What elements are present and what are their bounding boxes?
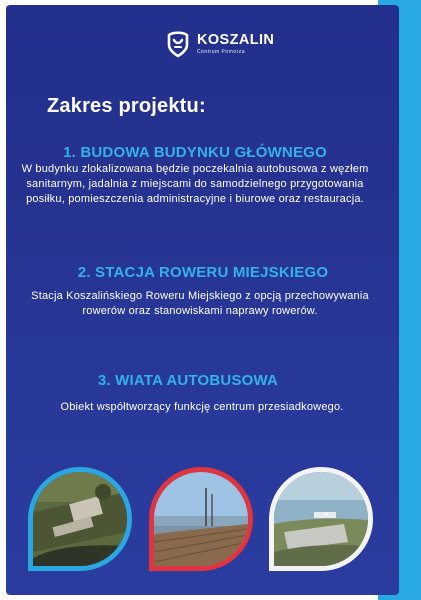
- wooden-pier-photo: [149, 467, 253, 571]
- section-3-body: Obiekt współtworzący funkcję centrum przesiadkowego.: [60, 401, 344, 413]
- aerial-view-photo: [28, 467, 132, 571]
- logo-text: [197, 33, 274, 55]
- koszalin-crest-icon: [166, 31, 190, 58]
- section-2-body: Stacja Koszalińskiego Roweru Miejskiego z opcją przechowywania rowerów oraz stanowiskami naprawy rowerów.: [31, 290, 369, 317]
- section-3-title: 3. WIATA AUTOBUSOWA: [97, 372, 279, 389]
- page-heading: Zakres projektu:: [47, 95, 206, 117]
- section-1-body: W budynku zlokalizowana będzie poczekalnia autobusowa z węzłem sanitarnym, jadalnia z miejscami do samodzielnego przygotowania posiłku, pomieszczenia administracyjne i biurowe oraz restauracja.: [21, 163, 369, 205]
- section-1-title: 1. BUDOWA BUDYNKU GŁÓWNEGO: [63, 144, 327, 161]
- section-2-title: 2. STACJA ROWERU MIEJSKIEGO: [77, 264, 329, 281]
- content-panel: [6, 5, 399, 595]
- marina-aerial-photo: [269, 467, 373, 571]
- koszalin-logo: [166, 30, 274, 58]
- logo-title: KOSZALIN: [197, 32, 275, 49]
- logo-subtitle: Centrum Pomorza: [197, 48, 246, 55]
